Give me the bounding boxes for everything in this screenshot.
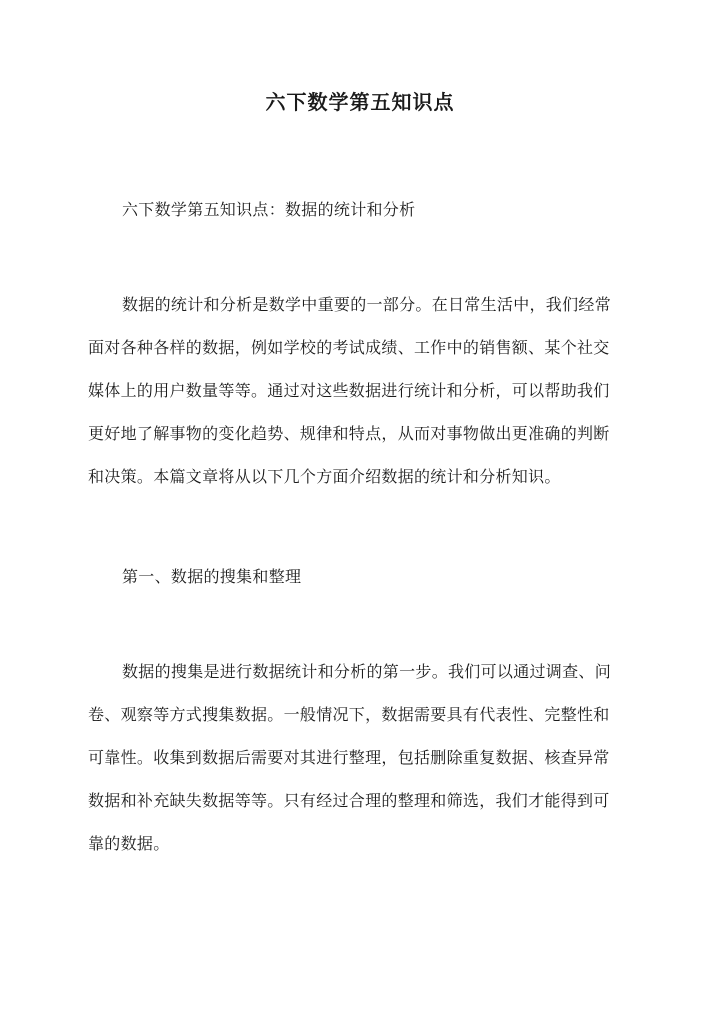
- intro-line-5: 和决策。本篇文章将从以下几个方面介绍数据的统计和分析知识。: [88, 467, 561, 486]
- section1-heading: 第一、数据的搜集和整理: [122, 567, 302, 586]
- intro-line-1: 数据的统计和分析是数学中重要的一部分。在日常生活中，我们经常: [122, 295, 612, 314]
- subtitle: 六下数学第五知识点：数据的统计和分析: [122, 200, 416, 219]
- section1-line-3: 可靠性。收集到数据后需要对其进行整理，包括删除重复数据、核查异常: [88, 748, 610, 767]
- intro-line-4: 更好地了解事物的变化趋势、规律和特点，从而对事物做出更准确的判断: [88, 424, 610, 443]
- section1-line-5: 靠的数据。: [88, 834, 170, 853]
- intro-line-2: 面对各种各样的数据，例如学校的考试成绩、工作中的销售额、某个社交: [88, 338, 610, 357]
- section1-line-4: 数据和补充缺失数据等等。只有经过合理的整理和筛选，我们才能得到可: [88, 791, 610, 810]
- section1-line-2: 卷、观察等方式搜集数据。一般情况下，数据需要具有代表性、完整性和: [88, 705, 610, 724]
- intro-line-3: 媒体上的用户数量等等。通过对这些数据进行统计和分析，可以帮助我们: [88, 381, 610, 400]
- page-title: 六下数学第五知识点: [265, 90, 455, 114]
- section1-line-1: 数据的搜集是进行数据统计和分析的第一步。我们可以通过调查、问: [122, 662, 612, 681]
